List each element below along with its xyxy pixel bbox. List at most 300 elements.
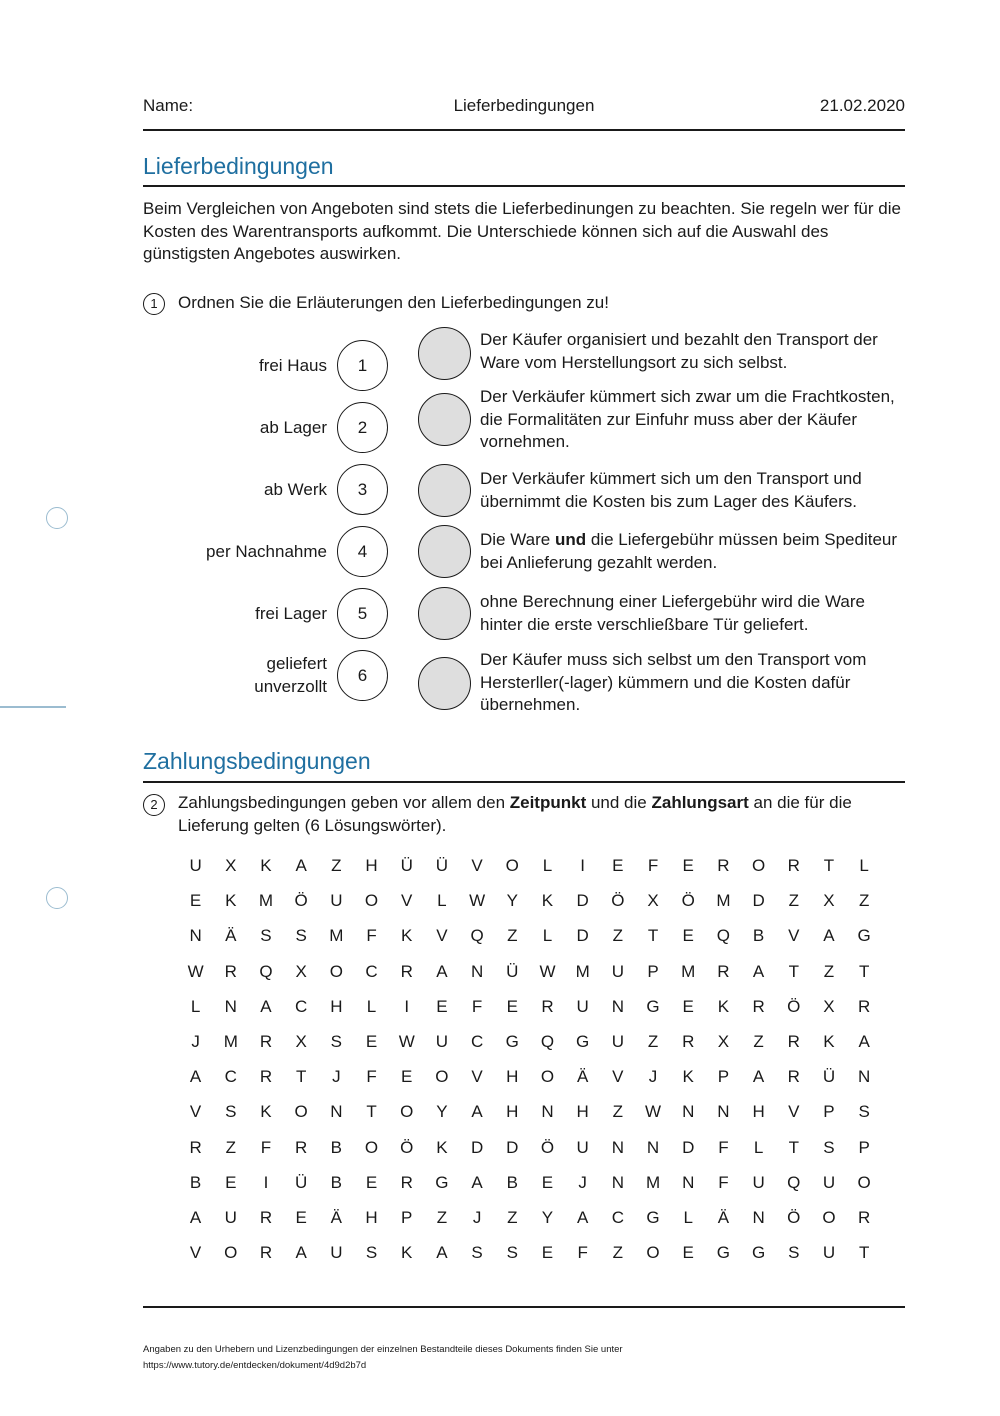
grid-letter[interactable]: Z <box>331 856 342 875</box>
task-instruction: Ordnen Sie die Erläuterungen den Lieferbedingungen zu! <box>178 293 609 312</box>
grid-letter[interactable]: M <box>716 891 731 911</box>
section-rule <box>143 781 905 783</box>
grid-row <box>178 1094 882 1129</box>
grid-letter[interactable]: U <box>330 1243 343 1263</box>
grid-row <box>178 883 882 918</box>
grid-letter[interactable]: E <box>365 1031 378 1051</box>
grid-letter[interactable]: W <box>469 891 486 911</box>
grid-letter[interactable]: N <box>611 1172 624 1192</box>
grid-letter[interactable]: Ö <box>787 996 801 1016</box>
grid-letter[interactable]: U <box>611 1031 624 1051</box>
section-rule <box>143 185 905 187</box>
grid-letter[interactable]: J <box>648 1067 658 1087</box>
grid-letter[interactable]: L <box>753 1137 764 1157</box>
grid-letter[interactable]: L <box>190 996 201 1016</box>
task-text: Zahlungsbedingungen geben vor allem den <box>178 793 510 812</box>
grid-letter[interactable]: W <box>398 1031 415 1051</box>
task-text: und die <box>586 793 652 812</box>
section-heading-zahlungsbedingungen: Zahlungsbedingungen <box>143 748 371 774</box>
grid-letter[interactable]: O <box>646 1243 660 1263</box>
grid-letter[interactable]: V <box>788 1102 800 1122</box>
grid-letter[interactable]: X <box>647 891 659 911</box>
grid-letter[interactable]: Y <box>436 1102 448 1122</box>
grid-row <box>178 1235 882 1270</box>
grid-letter[interactable]: I <box>404 996 410 1016</box>
grid-letter[interactable]: K <box>823 1031 835 1051</box>
grid-letter[interactable]: F <box>260 1137 272 1157</box>
grid-letter[interactable]: Ü <box>435 856 449 875</box>
grid-letter[interactable]: N <box>470 961 484 981</box>
grid-letter[interactable]: G <box>857 926 871 946</box>
grid-letter[interactable]: B <box>752 926 765 946</box>
grid-letter[interactable]: R <box>858 1207 871 1227</box>
grid-letter[interactable]: Ü <box>822 1067 836 1087</box>
grid-letter[interactable]: B <box>506 1172 518 1192</box>
description: Der Verkäufer kümmert sich zwar um die Frachtkosten, die Formalitäten zur Einfuhr muss aber der Käufer vornehmen. <box>480 387 895 451</box>
grid-letter[interactable]: O <box>751 856 766 875</box>
grid-letter[interactable]: J <box>578 1172 587 1192</box>
grid-letter[interactable]: F <box>647 856 659 875</box>
grid-letter[interactable]: N <box>330 1102 343 1122</box>
grid-letter[interactable]: U <box>330 891 343 911</box>
description <box>480 529 912 574</box>
grid-letter[interactable]: A <box>471 1172 483 1192</box>
grid-letter[interactable]: A <box>576 1207 589 1227</box>
grid-letter[interactable]: B <box>330 1172 343 1192</box>
grid-letter[interactable]: H <box>506 1067 519 1087</box>
term-label: geliefert unverzollt <box>254 654 327 696</box>
term-label: frei Lager <box>255 604 327 623</box>
grid-letter[interactable]: M <box>223 1031 238 1051</box>
grid-letter[interactable]: Q <box>540 1031 555 1051</box>
grid-letter[interactable]: U <box>435 1031 449 1051</box>
grid-letter[interactable]: U <box>576 996 589 1016</box>
grid-letter[interactable]: M <box>258 891 274 911</box>
grid-letter[interactable]: R <box>259 1067 273 1087</box>
grid-letter[interactable]: X <box>823 996 835 1016</box>
grid-letter[interactable]: O <box>435 1067 449 1087</box>
grid-letter[interactable]: D <box>470 1137 484 1157</box>
grid-letter[interactable]: O <box>224 1243 238 1263</box>
grid-letter[interactable]: Q <box>470 926 484 946</box>
grid-letter[interactable]: H <box>576 1102 589 1122</box>
grid-letter[interactable]: Z <box>612 1102 624 1122</box>
binder-hole-icon <box>46 507 68 529</box>
grid-letter[interactable]: U <box>822 1172 836 1192</box>
grid-letter[interactable]: R <box>858 996 871 1016</box>
grid-letter[interactable]: A <box>858 1031 870 1051</box>
grid-letter[interactable]: K <box>225 891 237 911</box>
grid-row <box>178 848 882 883</box>
grid-letter[interactable]: R <box>400 961 413 981</box>
grid-letter[interactable]: O <box>364 891 379 911</box>
grid-letter[interactable]: K <box>401 926 413 946</box>
grid-row <box>178 989 882 1024</box>
grid-letter[interactable]: A <box>752 1067 765 1087</box>
grid-letter[interactable]: Ö <box>400 1137 414 1157</box>
grid-letter[interactable]: F <box>366 1067 377 1087</box>
grid-letter[interactable]: P <box>401 1207 413 1227</box>
grid-letter[interactable]: P <box>647 961 659 981</box>
grid-row <box>178 1200 882 1235</box>
grid-letter[interactable]: C <box>365 961 378 981</box>
grid-letter[interactable]: S <box>295 926 307 946</box>
grid-letter[interactable]: R <box>717 961 730 981</box>
grid-letter[interactable]: A <box>823 926 835 946</box>
grid-row <box>178 918 882 953</box>
grid-letter[interactable]: N <box>541 1102 554 1122</box>
grid-letter[interactable]: Ö <box>681 891 695 911</box>
grid-letter[interactable]: E <box>365 1172 378 1192</box>
grid-letter[interactable]: M <box>575 961 590 981</box>
grid-letter[interactable]: W <box>645 1102 662 1122</box>
grid-letter[interactable]: I <box>580 856 586 875</box>
grid-letter[interactable]: F <box>718 1172 729 1192</box>
term-label: ab Lager <box>259 418 327 437</box>
grid-letter[interactable]: Ä <box>330 1207 343 1227</box>
grid-letter[interactable]: N <box>189 926 202 946</box>
grid-letter[interactable]: O <box>294 1102 308 1122</box>
header-rule <box>143 129 905 131</box>
grid-letter[interactable]: L <box>437 891 447 911</box>
grid-letter[interactable]: F <box>577 1243 588 1263</box>
answer-circle[interactable] <box>418 327 471 380</box>
grid-letter[interactable]: M <box>681 961 696 981</box>
grid-letter[interactable]: Ü <box>400 856 413 875</box>
grid-letter[interactable]: D <box>506 1137 519 1157</box>
term-label: frei Haus <box>258 356 327 375</box>
grid-letter[interactable]: A <box>471 1102 483 1122</box>
grid-letter[interactable]: J <box>191 1031 200 1051</box>
grid-letter[interactable]: L <box>542 926 553 946</box>
grid-letter[interactable]: S <box>823 1137 835 1157</box>
term-number-circle: 5 <box>337 588 388 639</box>
grid-letter[interactable]: Z <box>753 1031 764 1051</box>
task-text: an die für die Lieferung gelten (6 Lösungswörter). <box>178 793 852 835</box>
grid-letter[interactable]: Q <box>259 961 273 981</box>
grid-letter[interactable]: K <box>682 1067 694 1087</box>
grid-letter[interactable]: R <box>541 996 554 1016</box>
grid-letter[interactable]: R <box>259 1031 273 1051</box>
grid-letter[interactable]: F <box>718 1137 729 1157</box>
task-instruction <box>178 792 913 837</box>
grid-letter[interactable]: N <box>611 1137 624 1157</box>
grid-row <box>178 1024 882 1059</box>
grid-letter[interactable]: O <box>822 1207 836 1227</box>
answer-circle[interactable] <box>418 464 471 517</box>
grid-letter[interactable]: N <box>752 1207 765 1227</box>
answer-circle[interactable] <box>418 525 471 578</box>
grid-letter[interactable]: T <box>647 926 659 946</box>
grid-letter[interactable]: L <box>366 996 377 1016</box>
grid-letter[interactable]: V <box>612 1067 624 1087</box>
grid-letter[interactable]: H <box>365 1207 378 1227</box>
grid-letter[interactable]: E <box>506 996 518 1016</box>
grid-letter[interactable]: U <box>576 1137 589 1157</box>
answer-circle[interactable] <box>418 587 471 640</box>
description-text: die Liefergebühr müssen beim Spediteur bei Anlieferung gezahlt werden. <box>480 530 898 572</box>
term-number-circle: 2 <box>337 402 388 453</box>
grid-letter[interactable]: N <box>717 1102 730 1122</box>
grid-letter[interactable]: T <box>295 1067 307 1087</box>
grid-letter[interactable]: M <box>329 926 344 946</box>
grid-letter[interactable]: O <box>400 1102 414 1122</box>
grid-letter[interactable]: A <box>436 1243 448 1263</box>
grid-letter[interactable]: Ö <box>787 1207 801 1227</box>
name-label: Name: <box>143 96 194 115</box>
grid-letter[interactable]: A <box>295 856 307 875</box>
header-date: 21.02.2020 <box>819 96 905 115</box>
grid-letter[interactable]: R <box>224 961 237 981</box>
grid-letter[interactable]: S <box>330 1031 343 1051</box>
grid-letter[interactable]: W <box>187 961 204 981</box>
grid-letter[interactable]: R <box>189 1137 202 1157</box>
footer-url[interactable]: https://www.tutory.de/entdecken/dokument/4d9d2b7d <box>143 1360 367 1371</box>
grid-letter[interactable]: U <box>822 1243 836 1263</box>
grid-letter[interactable]: Z <box>507 1207 518 1227</box>
grid-letter[interactable]: I <box>263 1172 269 1192</box>
grid-letter[interactable]: O <box>505 856 519 875</box>
grid-letter[interactable]: Z <box>858 891 870 911</box>
answer-circle[interactable] <box>418 393 471 446</box>
grid-letter[interactable]: K <box>260 856 272 875</box>
grid-letter[interactable]: Z <box>647 1031 659 1051</box>
footer-rule <box>143 1306 905 1308</box>
grid-letter[interactable]: Q <box>716 926 731 946</box>
grid-letter[interactable]: C <box>611 1207 624 1227</box>
grid-letter[interactable]: G <box>576 1031 590 1051</box>
grid-letter[interactable]: R <box>787 856 800 875</box>
grid-letter[interactable]: S <box>471 1243 483 1263</box>
grid-letter[interactable]: Z <box>436 1207 448 1227</box>
grid-letter[interactable]: F <box>366 926 377 946</box>
grid-letter[interactable]: F <box>471 996 483 1016</box>
grid-letter[interactable]: E <box>682 856 694 875</box>
grid-letter[interactable]: Y <box>541 1207 554 1227</box>
grid-letter[interactable]: S <box>365 1243 378 1263</box>
grid-letter[interactable]: K <box>717 996 730 1016</box>
grid-letter[interactable]: E <box>682 996 694 1016</box>
description-text: Die Ware <box>480 530 555 549</box>
grid-letter[interactable]: K <box>436 1137 448 1157</box>
grid-letter[interactable]: C <box>470 1031 484 1051</box>
grid-letter[interactable]: E <box>295 1207 307 1227</box>
grid-letter[interactable]: C <box>295 996 308 1016</box>
grid-letter[interactable]: G <box>751 1243 766 1263</box>
grid-letter[interactable]: L <box>859 856 869 875</box>
section-heading-lieferbedingungen: Lieferbedingungen <box>143 153 334 179</box>
grid-letter[interactable]: J <box>472 1207 482 1227</box>
grid-row <box>178 1130 882 1165</box>
grid-letter[interactable]: G <box>716 1243 731 1263</box>
grid-letter[interactable]: R <box>259 1207 273 1227</box>
grid-letter[interactable]: B <box>189 1172 202 1192</box>
grid-letter[interactable]: E <box>612 856 624 875</box>
grid-letter[interactable]: G <box>646 996 660 1016</box>
grid-letter[interactable]: V <box>189 1243 202 1263</box>
grid-letter[interactable]: Ü <box>295 1172 308 1192</box>
grid-letter[interactable]: H <box>506 1102 519 1122</box>
grid-letter[interactable]: V <box>471 1067 483 1087</box>
grid-letter[interactable]: X <box>295 961 307 981</box>
grid-letter[interactable]: X <box>225 856 237 875</box>
grid-letter[interactable]: D <box>576 926 589 946</box>
grid-letter[interactable]: U <box>611 961 624 981</box>
grid-letter[interactable]: U <box>224 1207 237 1227</box>
grid-letter[interactable]: Z <box>225 1137 236 1157</box>
grid-letter[interactable]: V <box>436 926 448 946</box>
grid-letter[interactable]: R <box>787 1067 800 1087</box>
grid-row <box>178 954 882 989</box>
grid-letter[interactable]: E <box>682 1243 694 1263</box>
binder-hole-icon <box>46 887 68 909</box>
grid-letter[interactable]: R <box>295 1137 308 1157</box>
grid-letter[interactable]: T <box>366 1102 377 1122</box>
grid-letter[interactable]: N <box>858 1067 871 1087</box>
grid-letter[interactable]: V <box>471 856 483 875</box>
grid-letter[interactable]: D <box>752 891 765 911</box>
grid-letter[interactable]: S <box>858 1102 870 1122</box>
grid-letter[interactable]: R <box>682 1031 695 1051</box>
grid-letter[interactable]: U <box>752 1172 765 1192</box>
grid-letter[interactable]: Ö <box>294 891 308 911</box>
grid-letter[interactable]: S <box>788 1243 800 1263</box>
grid-letter[interactable]: T <box>788 961 799 981</box>
term-label: per Nachnahme <box>206 542 327 561</box>
header-title: Lieferbedingungen <box>453 96 595 115</box>
grid-letter[interactable]: T <box>788 1137 799 1157</box>
grid-letter[interactable]: X <box>823 891 835 911</box>
grid-letter[interactable]: W <box>539 961 556 981</box>
footer-credit: Angaben zu den Urhebern und Lizenzbedingungen der einzelnen Bestandteile dieses Dokuments finden Sie unter <box>143 1344 623 1355</box>
description-bold: und <box>554 530 587 549</box>
grid-letter[interactable]: K <box>260 1102 272 1122</box>
grid-letter[interactable]: S <box>260 926 272 946</box>
description: Der Verkäufer kümmert sich um den Transport und übernimmt die Kosten bis zum Lager des Käufers. <box>480 469 862 511</box>
grid-letter[interactable]: E <box>541 1243 554 1263</box>
description: Der Käufer muss sich selbst um den Transport vom Hersterller(-lager) kümmern und die Kosten dafür übernehmen. <box>480 650 867 714</box>
grid-letter[interactable]: O <box>364 1137 379 1157</box>
word-search-grid <box>178 848 882 1270</box>
grid-letter[interactable]: U <box>189 856 202 875</box>
grid-letter[interactable]: O <box>857 1172 871 1192</box>
grid-letter[interactable]: H <box>752 1102 765 1122</box>
grid-letter[interactable]: V <box>189 1102 202 1122</box>
grid-letter[interactable]: M <box>645 1172 661 1192</box>
grid-letter[interactable]: A <box>295 1243 307 1263</box>
grid-letter[interactable]: Y <box>506 891 518 911</box>
grid-letter[interactable]: T <box>858 1243 870 1263</box>
grid-letter[interactable]: R <box>259 1243 273 1263</box>
grid-letter[interactable]: V <box>788 926 800 946</box>
answer-circle[interactable] <box>418 657 471 710</box>
grid-letter[interactable]: N <box>682 1172 695 1192</box>
grid-letter[interactable]: Q <box>787 1172 801 1192</box>
grid-letter[interactable]: A <box>189 1067 202 1087</box>
grid-letter[interactable]: Z <box>612 926 624 946</box>
grid-letter[interactable]: R <box>400 1172 413 1192</box>
grid-letter[interactable]: X <box>717 1031 730 1051</box>
term-label: ab Werk <box>264 480 327 499</box>
grid-letter[interactable]: E <box>682 926 694 946</box>
grid-row <box>178 1059 882 1094</box>
grid-letter[interactable]: C <box>224 1067 237 1087</box>
grid-letter[interactable]: Ä <box>576 1067 589 1087</box>
grid-letter[interactable]: L <box>683 1207 693 1227</box>
grid-letter[interactable]: Z <box>823 961 835 981</box>
grid-letter[interactable]: Ö <box>540 1137 555 1157</box>
grid-letter[interactable]: N <box>224 996 237 1016</box>
grid-letter[interactable]: N <box>682 1102 695 1122</box>
grid-letter[interactable]: O <box>329 961 343 981</box>
grid-letter[interactable]: E <box>436 996 448 1016</box>
term-number-circle: 4 <box>337 526 388 577</box>
task-text-bold: Zeitpunkt <box>509 793 587 812</box>
grid-letter[interactable]: J <box>332 1067 341 1087</box>
grid-letter[interactable]: O <box>540 1067 555 1087</box>
grid-letter[interactable]: S <box>225 1102 237 1122</box>
grid-letter[interactable]: H <box>330 996 343 1016</box>
grid-letter[interactable]: K <box>401 1243 413 1263</box>
grid-letter[interactable]: H <box>365 856 378 875</box>
grid-letter[interactable]: T <box>858 961 870 981</box>
grid-letter[interactable]: P <box>717 1067 730 1087</box>
term-number-circle: 1 <box>337 340 388 391</box>
grid-letter[interactable]: Ä <box>717 1207 730 1227</box>
grid-letter[interactable]: Z <box>788 891 799 911</box>
fold-mark <box>0 706 66 708</box>
grid-letter[interactable]: V <box>401 891 413 911</box>
grid-letter[interactable]: P <box>823 1102 835 1122</box>
grid-letter[interactable]: T <box>823 856 835 875</box>
grid-letter[interactable]: S <box>506 1243 518 1263</box>
description: Der Käufer organisiert und bezahlt den Transport der Ware vom Herstellungsort zu sich selbst. <box>480 330 878 372</box>
grid-letter[interactable]: G <box>646 1207 660 1227</box>
grid-letter[interactable]: K <box>541 891 554 911</box>
description: ohne Berechnung einer Liefergebühr wird die Ware hinter die erste verschließbare Tür geliefert. <box>480 592 865 634</box>
term-number-circle: 6 <box>337 650 388 701</box>
grid-letter[interactable]: Ü <box>506 961 519 981</box>
grid-letter[interactable]: E <box>541 1172 554 1192</box>
grid-letter[interactable]: A <box>436 961 448 981</box>
grid-letter[interactable]: Z <box>612 1243 624 1263</box>
grid-letter[interactable]: R <box>752 996 765 1016</box>
grid-letter[interactable]: D <box>576 891 589 911</box>
grid-letter[interactable]: X <box>295 1031 307 1051</box>
grid-letter[interactable]: L <box>542 856 553 875</box>
grid-letter[interactable]: E <box>189 891 202 911</box>
intro-paragraph: Beim Vergleichen von Angeboten sind stets die Lieferbedinungen zu beachten. Sie regeln wer für die Kosten des Warentransports aufkommt. Die Unterschiede können sich auf die Auswahl des günstigsten Angebotes auswirken. <box>143 199 901 263</box>
grid-letter[interactable]: E <box>225 1172 237 1192</box>
grid-letter[interactable]: E <box>401 1067 413 1087</box>
grid-letter[interactable]: G <box>505 1031 519 1051</box>
grid-letter[interactable]: N <box>646 1137 660 1157</box>
grid-letter[interactable]: R <box>717 856 730 875</box>
grid-letter[interactable]: B <box>330 1137 343 1157</box>
grid-letter[interactable]: D <box>682 1137 695 1157</box>
grid-letter[interactable]: Ö <box>611 891 625 911</box>
grid-row <box>178 1165 882 1200</box>
grid-letter[interactable]: A <box>260 996 272 1016</box>
grid-letter[interactable]: G <box>435 1172 449 1192</box>
grid-letter[interactable]: R <box>787 1031 800 1051</box>
grid-letter[interactable]: P <box>858 1137 870 1157</box>
grid-letter[interactable]: A <box>189 1207 202 1227</box>
grid-letter[interactable]: Z <box>507 926 518 946</box>
grid-letter[interactable]: Ä <box>225 926 237 946</box>
grid-letter[interactable]: A <box>752 961 765 981</box>
grid-letter[interactable]: N <box>611 996 624 1016</box>
